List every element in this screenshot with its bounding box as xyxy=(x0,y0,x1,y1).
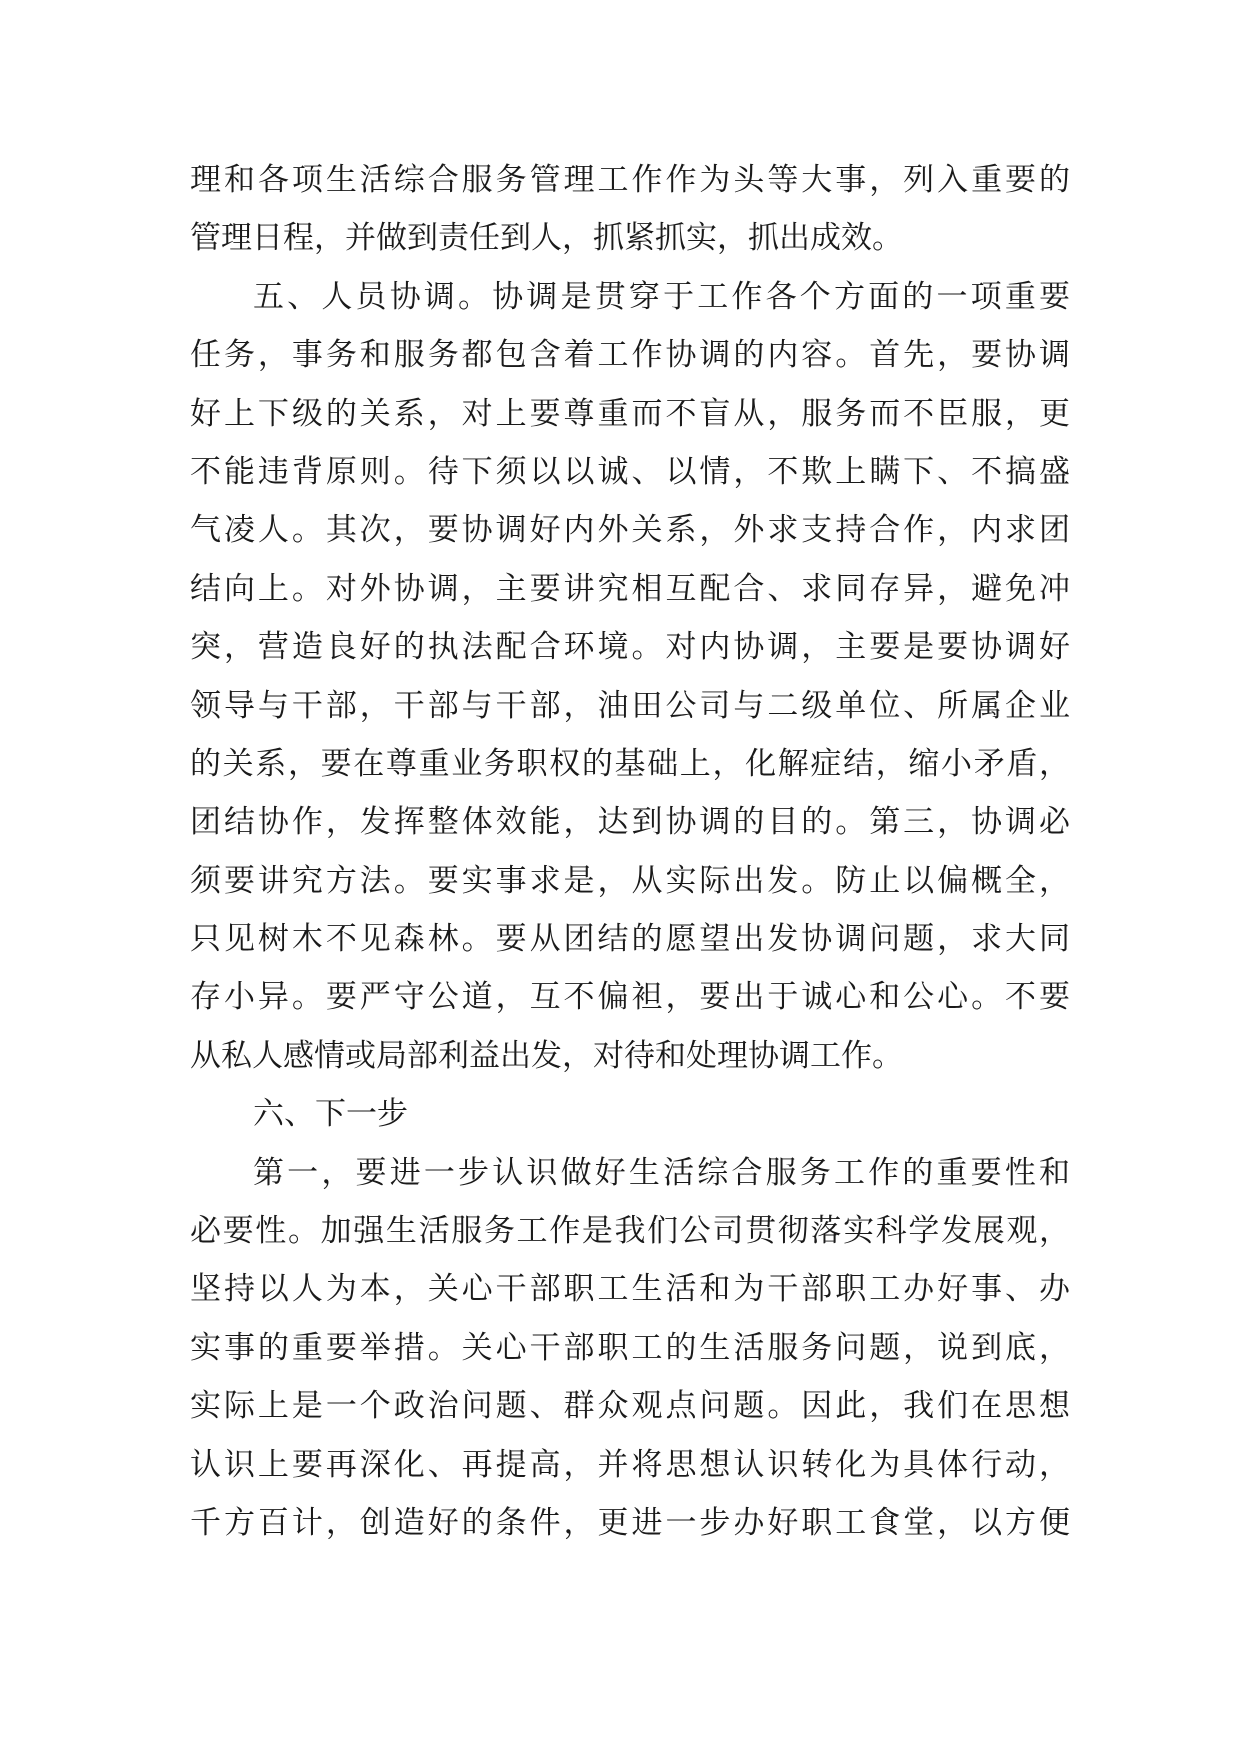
text-line: 管理日程，并做到责任到人，抓紧抓实，抓出成效。 xyxy=(190,220,903,257)
text-line: 气凌人。其次，要协调好内外关系，外求支持合作，内求团 xyxy=(190,512,1070,549)
text-line: 六、下一步 xyxy=(253,1096,408,1133)
text-line: 必要性。加强生活服务工作是我们公司贯彻落实科学发展观， xyxy=(190,1213,1070,1250)
text-line: 好上下级的关系，对上要尊重而不盲从，服务而不臣服，更 xyxy=(190,395,1070,432)
text-line: 只见树木不见森林。要从团结的愿望出发协调问题，求大同 xyxy=(190,921,1070,958)
text-line: 第一，要进一步认识做好生活综合服务工作的重要性和 xyxy=(253,1154,1070,1191)
text-line: 实事的重要举措。关心干部职工的生活服务问题，说到底， xyxy=(190,1329,1070,1366)
text-line: 存小异。要严守公道，互不偏袒，要出于诚心和公心。不要 xyxy=(190,979,1070,1016)
text-line: 坚持以人为本，关心干部职工生活和为干部职工办好事、办 xyxy=(190,1271,1070,1308)
text-line: 不能违背原则。待下须以以诚、以情，不欺上瞒下、不搞盛 xyxy=(190,453,1070,490)
text-line: 的关系，要在尊重业务职权的基础上，化解症结，缩小矛盾， xyxy=(190,745,1070,782)
body-text xyxy=(190,151,1070,1552)
text-line: 实际上是一个政治问题、群众观点问题。因此，我们在思想 xyxy=(190,1388,1070,1425)
text-line: 领导与干部，干部与干部，油田公司与二级单位、所属企业 xyxy=(190,687,1070,724)
text-line: 任务，事务和服务都包含着工作协调的内容。首先，要协调 xyxy=(190,337,1070,374)
text-line: 理和各项生活综合服务管理工作作为头等大事，列入重要的 xyxy=(190,162,1070,198)
text-line: 从私人感情或局部利益出发，对待和处理协调工作。 xyxy=(190,1037,903,1074)
text-line: 突，营造良好的执法配合环境。对内协调，主要是要协调好 xyxy=(190,629,1070,666)
text-line: 须要讲究方法。要实事求是，从实际出发。防止以偏概全， xyxy=(190,862,1070,899)
text-line: 团结协作，发挥整体效能，达到协调的目的。第三，协调必 xyxy=(190,804,1070,841)
text-line: 千方百计，创造好的条件，更进一步办好职工食堂，以方便 xyxy=(190,1504,1070,1541)
text-line: 五、人员协调。协调是贯穿于工作各个方面的一项重要 xyxy=(253,278,1070,315)
text-line: 认识上要再深化、再提高，并将思想认识转化为具体行动， xyxy=(190,1446,1070,1483)
text-line: 结向上。对外协调，主要讲究相互配合、求同存异，避免冲 xyxy=(190,570,1070,607)
